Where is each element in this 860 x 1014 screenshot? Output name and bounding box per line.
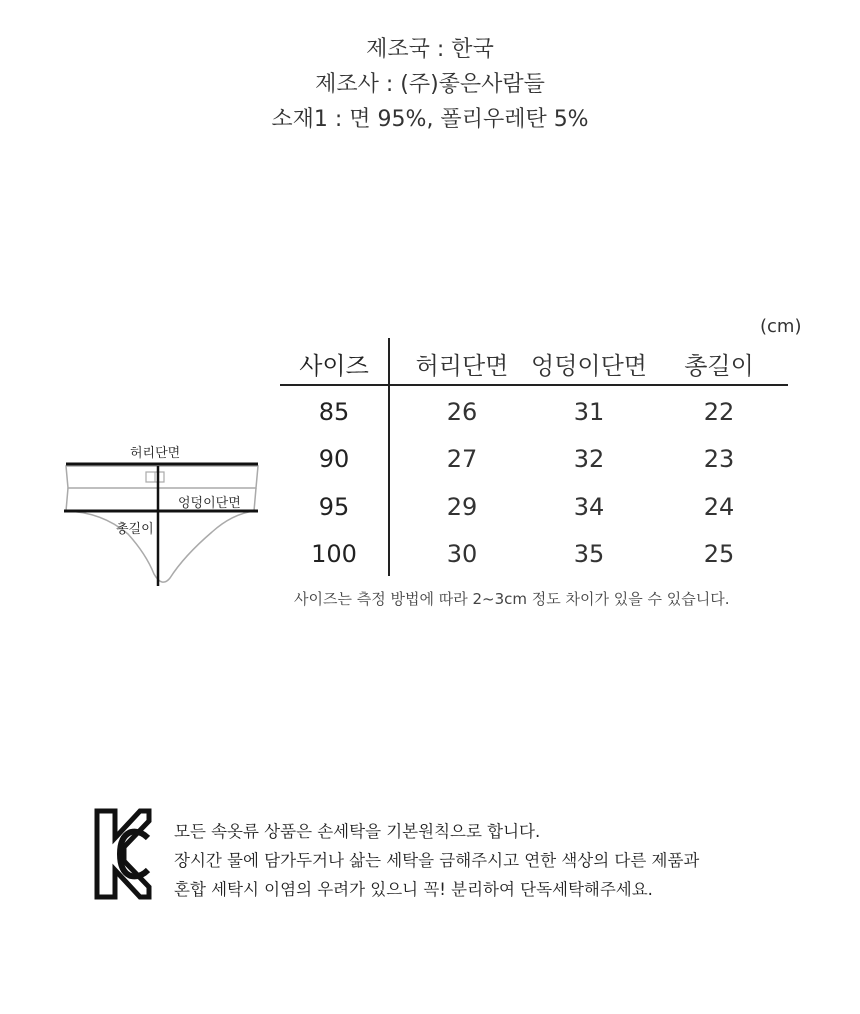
care-instructions	[174, 817, 699, 904]
table-cell: 27	[446, 445, 478, 473]
size-note: 사이즈는 측정 방법에 따라 2~3cm 정도 차이가 있을 수 있습니다.	[294, 590, 730, 608]
table-cell: 23	[703, 445, 735, 473]
header-size: 사이즈	[299, 352, 369, 380]
table-vertical-divider	[388, 338, 390, 576]
header-length: 총길이	[684, 352, 754, 380]
waist-label: 허리단면	[130, 446, 181, 461]
table-cell: 25	[703, 540, 735, 568]
table-cell: 85	[318, 398, 350, 426]
brief-measurement-diagram	[62, 438, 262, 590]
hip-label: 엉덩이단면	[178, 496, 241, 511]
care-line: 모든 속옷류 상품은 손세탁을 기본원칙으로 합니다.	[174, 822, 541, 841]
unit-label: (cm)	[760, 316, 802, 337]
length-label: 총길이	[116, 522, 154, 537]
care-line: 혼합 세탁시 이염의 우려가 있으니 꼭! 분리하여 단독세탁해주세요.	[174, 880, 653, 899]
table-cell: 24	[703, 493, 735, 521]
material: 소재1 : 면 95%, 폴리우레탄 5%	[271, 107, 589, 132]
table-cell: 30	[446, 540, 478, 568]
kc-certification-icon	[94, 808, 152, 900]
table-cell: 34	[573, 493, 605, 521]
care-line: 장시간 물에 담가두거나 삶는 세탁을 금해주시고 연한 색상의 다른 제품과	[174, 851, 700, 870]
header-hip: 엉덩이단면	[531, 352, 647, 380]
table-cell: 35	[573, 540, 605, 568]
header-waist: 허리단면	[415, 352, 509, 380]
table-cell: 31	[573, 398, 605, 426]
table-cell: 95	[318, 493, 350, 521]
table-header-divider	[280, 384, 788, 386]
table-cell: 26	[446, 398, 478, 426]
table-cell: 22	[703, 398, 735, 426]
origin-country: 제조국 : 한국	[366, 37, 494, 62]
table-cell: 32	[573, 445, 605, 473]
size-table	[280, 338, 788, 576]
table-cell: 100	[311, 540, 357, 568]
product-info	[0, 32, 860, 137]
table-cell: 29	[446, 493, 478, 521]
table-cell: 90	[318, 445, 350, 473]
manufacturer: 제조사 : (주)좋은사람들	[315, 72, 545, 97]
